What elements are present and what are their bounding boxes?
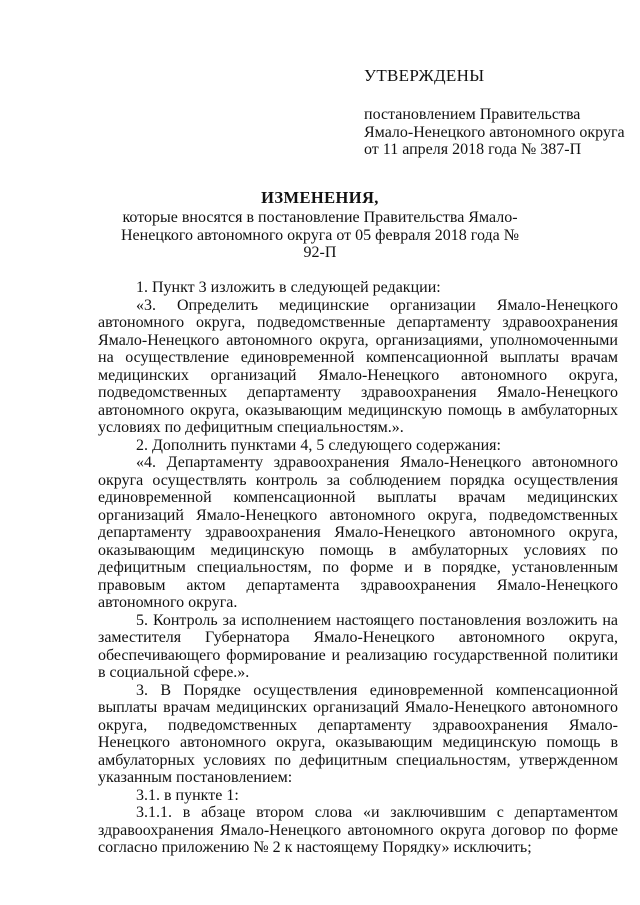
paragraph: «3. Определить медицинские организации Ямало-Ненецкого автономного округа, подведомственные департаменту здравоохранения Ямало-Ненецкого автономного округа, организациями, уполномоченными на осуществление единовременной компенсационной выплаты врачам медицинских организаций Ямало-Ненецкого автономного округа, подведомственных департаменту здравоохранения Ямало-Ненецкого автономного округа, оказывающим медицинскую помощь в амбулаторных условиях по дефицитным специальностям.». xyxy=(98,296,618,436)
paragraph: «4. Департаменту здравоохранения Ямало-Ненецкого автономного округа осуществлять контроль за соблюдением порядка осуществления единовременной компенсационной выплаты врачам медицинских организаций Ямало-Ненецкого автономного округа, подведомственных департаменту здравоохранения Ямало-Ненецкого автономного округа, оказывающим медицинскую помощь в амбулаторных условиях по дефицитным специальностям, по форме и в порядке, установленным правовым актом департамента здравоохранения Ямало-Ненецкого автономного округа. xyxy=(98,454,618,611)
document-subtitle: которые вносятся в постановление Правительства Ямало-Ненецкого автономного округа от 05 февраля 2018 года № 92-П xyxy=(121,209,519,261)
approval-line: от 11 апреля 2018 года № 387-П xyxy=(364,141,582,158)
approval-heading: УТВЕРЖДЕНЫ xyxy=(364,66,485,85)
document-title: ИЗМЕНЕНИЯ, xyxy=(261,188,379,207)
document-body xyxy=(98,279,618,857)
paragraph: 2. Дополнить пунктами 4, 5 следующего содержания: xyxy=(136,436,501,454)
approval-line: Ямало-Ненецкого автономного округа xyxy=(364,123,625,141)
paragraph: 3.1.1. в абзаце втором слова «и заключившим с департаментом здравоохранения Ямало-Ненецкого автономного округа договор по форме согласно приложению № 2 к настоящему Порядку» исключить; xyxy=(98,804,618,856)
paragraph: 3.1. в пункте 1: xyxy=(136,786,239,804)
approval-line: постановлением Правительства xyxy=(364,106,581,123)
approval-block xyxy=(364,106,624,159)
paragraph: 1. Пункт 3 изложить в следующей редакции: xyxy=(136,279,441,296)
paragraph: 3. В Порядке осуществления единовременной компенсационной выплаты врачам медицинских организаций Ямало-Ненецкого автономного округа, подведомственных департаменту здравоохранения Ямало-Ненецкого автономного округа, оказывающим медицинскую помощь в амбулаторных условиях по дефицитным специальностям, утвержденном указанным постановлением: xyxy=(98,681,618,786)
paragraph: 5. Контроль за исполнением настоящего постановления возложить на заместителя Губернатора Ямало-Ненецкого автономного округа, обеспечивающего формирование и реализацию государственной политики в социальной сфере.». xyxy=(98,611,618,681)
